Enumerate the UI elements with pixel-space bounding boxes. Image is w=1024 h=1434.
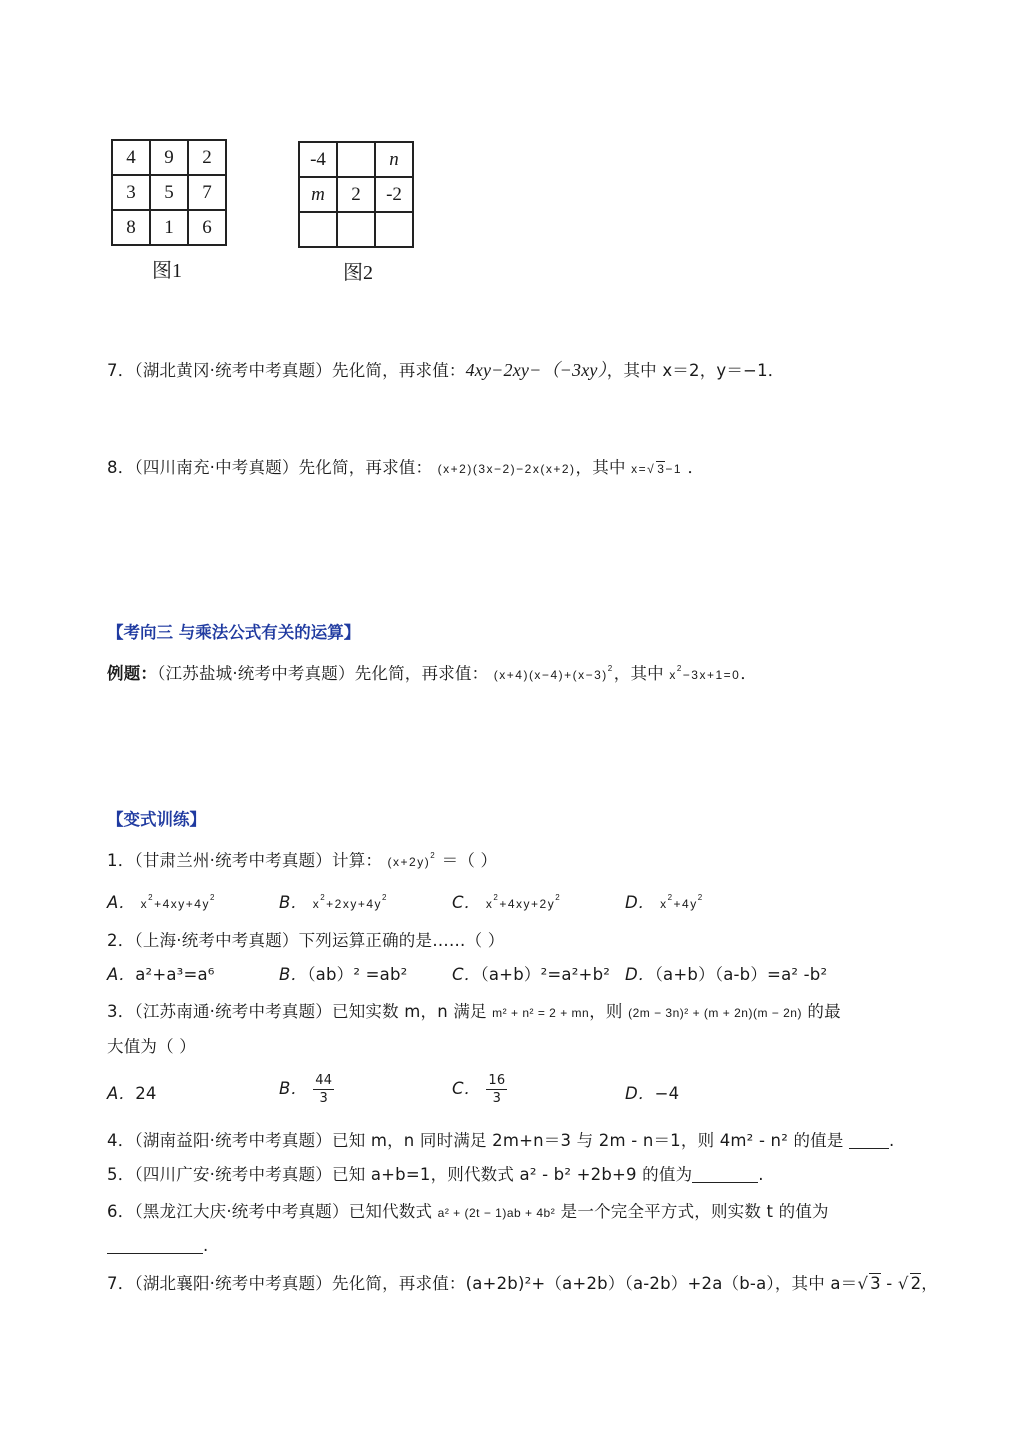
exponent: 2 — [382, 893, 388, 902]
option-label: A． — [107, 965, 136, 984]
connector-text: ，则 — [589, 1002, 623, 1021]
option-d — [625, 1080, 679, 1104]
grid-cell: m — [299, 177, 337, 212]
radicand: 2 — [910, 1274, 922, 1293]
grid-cell — [337, 142, 375, 177]
section-heading-variants: 【变式训练】 — [107, 810, 206, 829]
grid-cell: 6 — [188, 210, 226, 245]
grid-cell: 8 — [112, 210, 150, 245]
option-c — [452, 961, 610, 985]
question-stem: 6．（黑龙江大庆·统考中考真题）已知代数式 — [107, 1202, 433, 1221]
numerator: 44 — [315, 1073, 333, 1088]
math-expression: (2m − 3n)² + (m + 2n)(m − 2n) — [628, 1006, 802, 1020]
option-label: B． — [279, 965, 308, 984]
grid-cell: -4 — [299, 142, 337, 177]
end-punct: . — [889, 1131, 895, 1150]
option-text: （a+b）（a-b）=a² -b² — [654, 965, 828, 984]
expr-rest: +4xy+2y — [499, 897, 556, 911]
option-label: A． — [107, 893, 136, 912]
cond-var: x — [669, 668, 677, 682]
expr-var: x — [312, 897, 321, 911]
example-label: 例题： — [107, 664, 158, 683]
question-stem: 7．（湖北襄阳·统考中考真题）先化简，再求值：(a+2b)²+（a+2b）（a-2b）+2a（b-a），其中 a＝ — [107, 1274, 858, 1293]
option-d — [625, 889, 704, 913]
expr-var: x — [660, 897, 668, 911]
answer-blank[interactable] — [849, 1132, 889, 1149]
exponent: 2 — [555, 893, 562, 902]
exponent: 2 — [697, 893, 704, 902]
radicand: 3 — [870, 1274, 881, 1293]
grid-cell — [337, 212, 375, 247]
question-stem: 3．（江苏南通·统考中考真题）已知实数 m，n 满足 — [107, 1002, 487, 1021]
cond-rest: −3x+1=0 — [682, 668, 741, 682]
option-text: （ab）² =ab² — [307, 965, 408, 984]
option-label: D． — [625, 1084, 655, 1103]
exponent: 2 — [320, 893, 327, 902]
expr-var: x — [140, 897, 149, 911]
grid-cell: 2 — [337, 177, 375, 212]
option-label: A． — [107, 1084, 136, 1103]
expr-var: x — [485, 897, 494, 911]
option-a — [107, 889, 216, 913]
option-label: C． — [452, 965, 481, 984]
option-expression — [312, 893, 388, 911]
answer-blank[interactable] — [692, 1166, 758, 1183]
numerator: 16 — [488, 1073, 506, 1088]
option-b — [279, 1072, 340, 1107]
answer-blank[interactable] — [107, 1237, 203, 1254]
expr-body: (x+4)(x−4)+(x−3) — [493, 668, 608, 682]
option-label: B． — [279, 1079, 308, 1098]
question-8-nanchong — [107, 454, 704, 478]
end-punct: ， — [921, 1274, 938, 1293]
question-stem: 5．（四川广安·统考中考真题）已知 a+b=1，则代数式 a² - b² +2b+9 的值为 — [107, 1165, 693, 1184]
connector-text: ，其中 — [575, 458, 626, 477]
option-label: D． — [625, 893, 655, 912]
grid-cell — [299, 212, 337, 247]
option-text: −4 — [654, 1084, 680, 1103]
exponent: 2 — [430, 851, 437, 860]
grid-cell: 9 — [150, 140, 188, 175]
math-expression: a² + (2t − 1)ab + 4b² — [437, 1206, 556, 1220]
variant-question-3 — [107, 998, 841, 1022]
option-expression — [140, 893, 216, 911]
example-question — [107, 660, 757, 684]
condition-lhs: x= — [631, 462, 648, 476]
question-stem: （江苏盐城·统考中考真题）先化简，再求值： — [157, 664, 489, 683]
math-expression — [387, 851, 437, 869]
option-c — [452, 889, 561, 913]
variant-question-6 — [107, 1198, 829, 1222]
sqrt-expression: √ 3 - √ 2 — [857, 1274, 922, 1293]
condition-rest: −1 — [665, 462, 683, 476]
option-c — [452, 1072, 513, 1107]
option-expression — [660, 893, 704, 911]
denominator: 3 — [319, 1091, 328, 1106]
magic-square-figure-1 — [111, 139, 227, 246]
variant-question-6-line-2 — [107, 1236, 208, 1255]
minus-sign: - — [880, 1274, 898, 1293]
question-stem: 7．（湖北黄冈·统考中考真题）先化简，再求值： — [107, 361, 466, 380]
grid-cell — [375, 212, 413, 247]
question-stem: 1．（甘肃兰州·统考中考真题）计算： — [107, 851, 383, 870]
grid-cell: 7 — [188, 175, 226, 210]
grid-cell: n — [375, 142, 413, 177]
end-punct: ． — [687, 458, 705, 477]
end-punct: ． — [740, 664, 758, 683]
question-7-huanggang — [107, 356, 784, 382]
grid-cell: 1 — [150, 210, 188, 245]
section-heading-kaoxiang-3: 【考向三 与乘法公式有关的运算】 — [107, 623, 361, 642]
question-condition: ，其中 x＝2，y＝−1． — [606, 361, 785, 380]
option-text: （a+b）²=a²+b² — [480, 965, 611, 984]
grid-cell: 2 — [188, 140, 226, 175]
question-stem: 4．（湖南益阳·统考中考真题）已知 m，n 同时满足 2m+n＝3 与 2m - n＝1，则 4m² - n² 的值是 — [107, 1131, 844, 1150]
option-label: C． — [452, 1079, 481, 1098]
option-a — [107, 961, 215, 985]
grid-cell: -2 — [375, 177, 413, 212]
option-text: 24 — [135, 1084, 157, 1103]
variant-question-5 — [107, 1161, 764, 1185]
option-b — [279, 889, 388, 913]
variant-question-2: 2．（上海·统考中考真题）下列运算正确的是……（ ） — [107, 931, 505, 950]
option-label: B． — [279, 893, 308, 912]
exponent: 2 — [607, 664, 614, 673]
connector-text: ，其中 — [613, 664, 664, 683]
expr-rest: +4xy+4y — [154, 897, 210, 911]
variant-question-1 — [107, 847, 497, 871]
end-punct: . — [203, 1236, 209, 1255]
exponent: 2 — [209, 893, 216, 902]
figure-1-caption: 图1 — [152, 260, 182, 282]
expr-rest: +2xy+4y — [326, 897, 383, 911]
expr-rest: +4y — [673, 897, 698, 911]
condition-expression — [669, 664, 741, 682]
option-b — [279, 961, 407, 985]
answer-bracket: ＝（ ） — [441, 851, 498, 870]
option-label: D． — [625, 965, 655, 984]
question-stem: 8．（四川南充·中考真题）先化简，再求值： — [107, 458, 433, 477]
grid-cell: 5 — [150, 175, 188, 210]
expr-body: (x+2y) — [387, 855, 431, 869]
radicand: 3 — [657, 462, 666, 476]
grid-cell: 4 — [112, 140, 150, 175]
option-expression — [485, 893, 562, 911]
question-stem-tail: 是一个完全平方式，则实数 t 的值为 — [560, 1202, 829, 1221]
option-d — [625, 961, 827, 985]
math-expression: (x+2)(3x−2)−2x(x+2) — [437, 462, 576, 476]
variant-question-3-line-2: 大值为（ ） — [107, 1037, 196, 1056]
grid-cell: 3 — [112, 175, 150, 210]
exponent: 2 — [148, 893, 155, 902]
question-stem-tail: 的最 — [807, 1002, 841, 1021]
option-text: a²+a³=a⁶ — [135, 965, 215, 984]
variant-question-7 — [107, 1270, 938, 1294]
end-punct: . — [758, 1165, 764, 1184]
option-a — [107, 1080, 157, 1104]
option-label: C． — [452, 893, 481, 912]
exponent: 2 — [676, 664, 683, 673]
denominator: 3 — [492, 1091, 502, 1106]
math-expression — [493, 664, 614, 682]
exponent: 2 — [667, 893, 674, 902]
condition-expression: x=√ 3−1 — [631, 462, 683, 476]
condition-expression: m² + n² = 2 + mn — [492, 1006, 590, 1020]
variant-question-4 — [107, 1127, 894, 1151]
figure-2-caption: 图2 — [343, 262, 373, 284]
math-expression: 4xy−2xy−（−3xy） — [465, 360, 607, 380]
magic-square-figure-2 — [298, 141, 414, 248]
exponent: 2 — [493, 893, 500, 902]
fraction — [313, 1072, 334, 1107]
fraction — [486, 1072, 507, 1107]
